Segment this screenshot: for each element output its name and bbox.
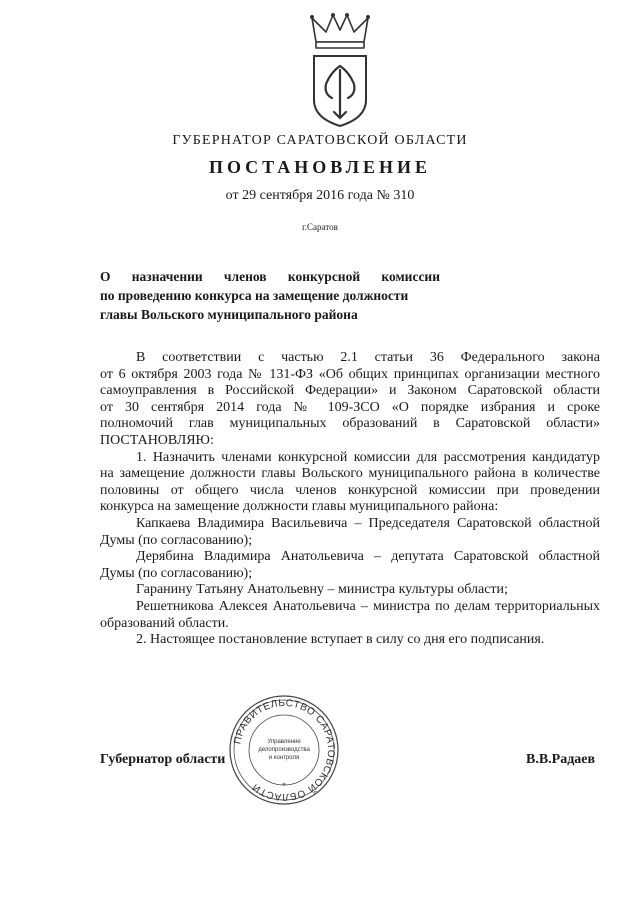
- preamble-line: В соответствии с частью 2.1 статьи 36 Федерального закона: [136, 350, 600, 365]
- preamble-line: полномочий глав муниципальных образований в Саратовской области»: [100, 416, 600, 432]
- document-type: ПОСТАНОВЛЕНИЕ: [208, 157, 432, 177]
- preamble-line: ПОСТАНОВЛЯЮ:: [100, 432, 214, 448]
- member-line: Решетникова Алексея Анатольевича – министра по делам территориальных: [136, 598, 600, 614]
- preamble-line: от 30 сентября 2014 года № 109-ЗСО «О порядке избрания и сроке: [100, 399, 600, 415]
- item-1-line: конкурса на замещение должности главы муниципального района:: [100, 499, 499, 515]
- preamble-line: от 6 октября 2003 года № 131-ФЗ «Об общих принципах организации местного: [100, 366, 600, 382]
- member-line: Думы (по согласованию);: [100, 532, 253, 548]
- svg-text:и контроля: и контроля: [268, 755, 300, 761]
- svg-text:Управление: Управление: [267, 739, 301, 745]
- subject-line: по проведению конкурса на замещение должности: [100, 288, 409, 303]
- signature-name: В.В.Радаев: [526, 752, 596, 767]
- item-1-line: половины от общего числа членов конкурсной комиссии при проведении: [100, 482, 600, 498]
- member-line: Капкаева Владимира Васильевича – Председателя Саратовской областной: [136, 515, 600, 531]
- official-seal-icon: [228, 694, 340, 806]
- document-subject: [100, 267, 440, 324]
- item-1-line: 1. Назначить членами конкурсной комиссии для рассмотрения кандидатур: [136, 449, 600, 465]
- subject-line: О назначении членов конкурсной комиссии: [100, 269, 440, 284]
- member-line: Думы (по согласованию);: [100, 565, 253, 581]
- issuing-authority: ГУБЕРНАТОР САРАТОВСКОЙ ОБЛАСТИ: [172, 133, 468, 148]
- preamble-line: самоуправления в Российской Федерации» и Законом Саратовской области: [100, 383, 600, 399]
- document-city: г.Саратов: [302, 222, 338, 232]
- document-body: [100, 350, 600, 649]
- coat-of-arms-icon: [300, 12, 380, 130]
- member-line: Дерябина Владимира Анатольевича – депутата Саратовской областной: [136, 549, 600, 565]
- svg-text:делопроизводства: делопроизводства: [258, 747, 310, 753]
- item-2: 2. Настоящее постановление вступает в силу со дня его подписания.: [136, 632, 545, 648]
- document-date-number: от 29 сентября 2016 года № 310: [225, 188, 415, 203]
- subject-line: главы Вольского муниципального района: [100, 307, 358, 322]
- svg-text:*: *: [282, 781, 286, 790]
- member-line: Гаранину Татьяну Анатольевну – министра культуры области;: [136, 582, 508, 598]
- member-line: образований области.: [100, 615, 229, 631]
- item-1-line: на замещение должности главы Вольского муниципального района в количестве: [100, 466, 600, 482]
- signature-title: Губернатор области: [100, 752, 226, 767]
- svg-text:ПРАВИТЕЛЬСТВО САРАТОВСКОЙ ОБЛА: ПРАВИТЕЛЬСТВО САРАТОВСКОЙ ОБЛАСТИ: [232, 697, 337, 803]
